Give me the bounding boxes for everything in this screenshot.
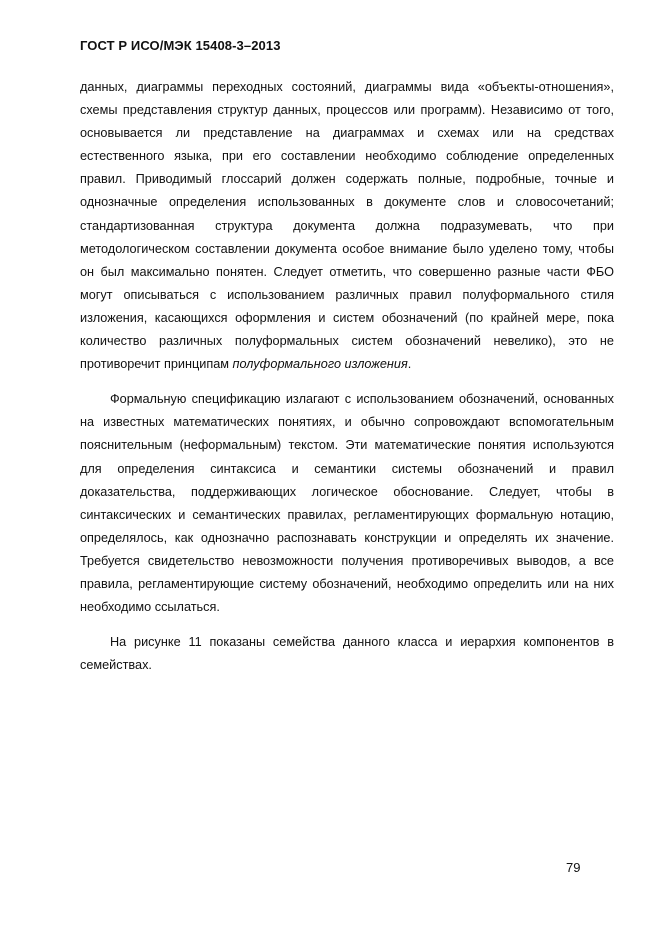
paragraph-tail: .: [407, 357, 412, 372]
emphasized-term: полуформального изложения: [232, 357, 408, 372]
paragraph-figure-reference: На рисунке 11 показаны семейства данного класса и иерархия компонентов в семействах.: [80, 635, 614, 673]
paragraph-continuation: [80, 76, 614, 376]
page-number: 79: [566, 860, 581, 875]
document-body: [80, 76, 614, 689]
paragraph-formal-spec: Формальную спецификацию излагают с использованием обозначений, основанных на известных математических понятиях, и обычно сопровождают вспомогательным пояснительным (неформальным) текстом. Эти математические понятия используются для определения синтаксиса и семантики системы обозначений и правил доказательства, поддерживающих логическое обоснование. Следует, чтобы в синтаксических и семантических правилах, регламентирующих формальную нотацию, определялось, как однозначно распознавать конструкции и определять их значение. Требуется свидетельство невозможности получения противоречивых выводов, а все правила, регламентирующие систему обозначений, необходимо определить или на них необходимо ссылаться.: [80, 392, 614, 615]
document-header: ГОСТ Р ИСО/МЭК 15408-3–2013: [80, 38, 281, 53]
paragraph-text: данных, диаграммы переходных состояний, диаграммы вида «объекты-отношения», схемы представления структур данных, процессов или программ). Независимо от того, основывается ли представление на диаграммах и схемах или на средствах естественного языка, при его составлении необходимо соблюдение определенных правил. Приводимый глоссарий должен содержать полные, подробные, точные и однозначные определения использованных в документе слов и словосочетаний; стандартизованная структура документа должна подразумевать, что при методологическом составлении документа особое внимание было уделено тому, чтобы он был максимально понятен. Следует отметить, что совершенно разные части ФБО могут описываться с использованием различных правил полуформального стиля изложения, касающихся оформления и систем обозначений (по крайней мере, пока количество различных полуформальных систем обозначений невелико), это не противоречит принципам: [80, 80, 614, 372]
